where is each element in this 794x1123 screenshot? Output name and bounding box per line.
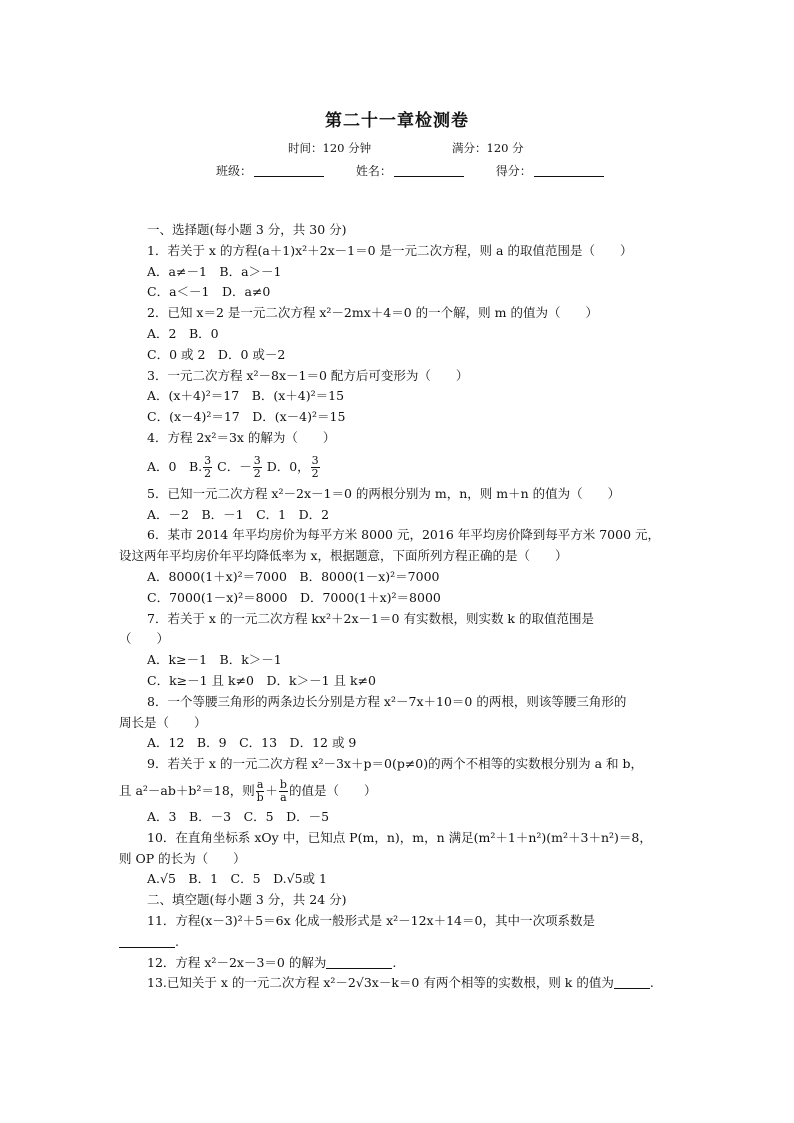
question-9-ask: 的值是（ ）: [288, 782, 377, 798]
question-3-options-ab: A．(x＋4)²＝17 B．(x＋4)²＝15: [147, 388, 345, 404]
question-2-options-ab: A．2 B．0: [147, 325, 219, 341]
student-info-row: [216, 162, 632, 179]
question-1-options-ab: A．a≠－1 B．a＞－1: [147, 263, 282, 279]
question-4: 4．方程 2x²＝3x 的解为（ ）: [147, 429, 336, 445]
class-field: [216, 162, 324, 179]
question-6: 6．某市 2014 年平均房价为每平方米 8000 元，2016 年平均房价降到每平方米 7000 元，: [147, 527, 661, 543]
answer-blank[interactable]: [326, 956, 392, 969]
section-heading: 二、填空题(每小题 3 分，共 24 分): [147, 892, 347, 908]
score-blank[interactable]: [534, 164, 604, 177]
class-blank[interactable]: [254, 164, 324, 177]
score-field: [496, 162, 604, 179]
page-title: 第二十一章检测卷: [325, 111, 469, 131]
question-9-options: A．3 B．－3 C．5 D．－5: [147, 808, 330, 824]
question-7-options-cd: C．k≥－1 且 k≠0 D．k＞－1 且 k≠0: [147, 672, 377, 688]
question-6-options-ab: A．8000(1＋x)²＝7000 B．8000(1－x)²＝7000: [147, 568, 440, 584]
question-13: 13.已知关于 x 的一元二次方程 x²－2√3x－k＝0 有两个相等的实数根，则 k 的值为 .: [147, 975, 654, 991]
option-d-label: D．0，: [266, 458, 310, 474]
question-8-cont: 周长是（ ）: [119, 714, 207, 730]
question-2: 2．已知 x＝2 是一元二次方程 x²－2mx＋4＝0 的一个解，则 m 的值为（ ）: [147, 305, 598, 321]
option-c-label: C．－: [217, 458, 252, 474]
question-list: [119, 220, 677, 994]
question-12: 12．方程 x²－2x－3＝0 的解为 .: [147, 954, 397, 970]
question-2-options-cd: C．0 或 2 D．0 或－2: [147, 346, 286, 362]
question-7-cont: （ ）: [119, 631, 170, 647]
fraction-b-over-a: $\frac{b}{a}$: [279, 777, 287, 804]
question-7: 7．若关于 x 的一元二次方程 kx²＋2x－1＝0 有实数根，则实数 k 的取值范围是: [147, 610, 594, 626]
section-heading: 一、选择题(每小题 3 分，共 30 分): [147, 222, 347, 237]
class-label: 班级：: [216, 164, 253, 178]
score-label: 得分：: [495, 164, 532, 178]
fraction: $\frac{3}{2}$: [253, 453, 261, 480]
question-4-options: [119, 449, 677, 484]
fraction: $\frac{3}{2}$: [311, 453, 319, 480]
question-11: 11．方程(x－3)²＋5＝6x 化成一般形式是 x²－12x＋14＝0，其中一次项系数是: [147, 912, 595, 928]
question-7-options-ab: A．k≥－1 B．k＞－1: [147, 652, 282, 668]
fraction: $\frac{3}{2}$: [204, 453, 212, 480]
exam-time: 时间：120 分钟: [288, 141, 372, 155]
question-8: 8．一个等腰三角形的两条边长分别是方程 x²－7x＋10＝0 的两根，则该等腰三角形的: [147, 693, 627, 709]
question-11-cont: .: [119, 932, 677, 953]
question-10-cont: 则 OP 的长为（ ）: [119, 850, 246, 866]
question-5-options: A．－2 B．－1 C．1 D．2: [147, 506, 330, 522]
question-9-condition: 且 a²－ab＋b²＝18，则: [119, 782, 255, 798]
question-5: 5．已知一元二次方程 x²－2x－1＝0 的两根分别为 m，n，则 m＋n 的值为（ ）: [147, 485, 621, 501]
question-6-cont: 设这两年平均房价年平均降低率为 x，根据题意，下面所列方程正确的是（ ）: [119, 548, 568, 564]
name-blank[interactable]: [394, 164, 464, 177]
name-label: 姓名：: [355, 164, 392, 178]
question-10-options: A.√5 B．1 C．5 D.√5或 1: [147, 871, 327, 887]
question-8-options: A．12 B．9 C．13 D．12 或 9: [147, 735, 357, 751]
answer-blank[interactable]: [614, 976, 650, 989]
fraction-a-over-b: $\frac{a}{b}$: [256, 777, 264, 804]
question-1-options-cd: C．a＜－1 D．a≠0: [147, 284, 271, 300]
question-9: 9．若关于 x 的一元二次方程 x²－3x＋p＝0(p≠0)的两个不相等的实数根分别为 a 和 b，: [147, 756, 643, 772]
question-3: 3．一元二次方程 x²－8x－1＝0 配方后可变形为（ ）: [147, 367, 469, 383]
answer-blank[interactable]: [119, 935, 175, 948]
question-6-options-cd: C．7000(1－x)²＝8000 D．7000(1＋x)²＝8000: [147, 589, 441, 605]
question-1: 1．若关于 x 的方程(a＋1)x²＋2x－1＝0 是一元二次方程，则 a 的取值范围是（ ）: [147, 242, 633, 258]
question-10: 10．在直角坐标系 xOy 中，已知点 P(m，n)，m，n 满足(m²＋1＋n²)(m²＋3＋n²)＝8，: [147, 829, 652, 845]
plus-sign: ＋: [265, 782, 278, 798]
question-3-options-cd: C．(x－4)²＝17 D．(x－4)²＝15: [147, 409, 346, 425]
name-field: [356, 162, 464, 179]
question-9-cont: [119, 775, 677, 807]
exam-full-score: 满分：120 分: [452, 141, 524, 155]
option-a-b-label: A．0 B.: [147, 458, 203, 474]
